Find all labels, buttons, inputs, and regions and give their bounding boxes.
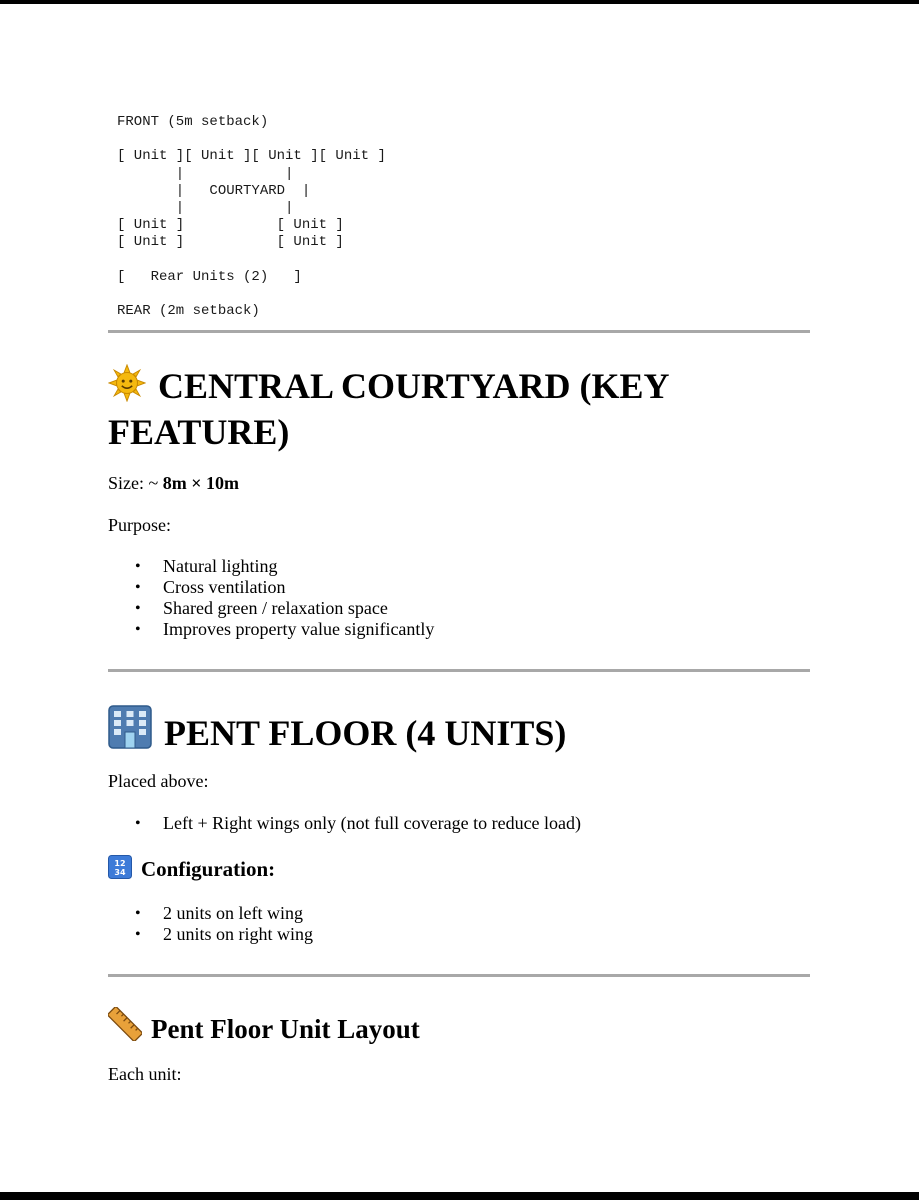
diagram-line: | | xyxy=(117,200,294,217)
numbers-icon xyxy=(108,855,132,885)
office-building-icon xyxy=(108,705,152,758)
each-unit-label: Each unit: xyxy=(108,1064,182,1084)
list-item: • 2 units on right wing xyxy=(108,924,313,945)
courtyard-heading xyxy=(108,364,808,453)
diagram-line: [ Unit ][ Unit ][ Unit ][ Unit ] xyxy=(117,148,386,165)
courtyard-heading-text: CENTRAL COURTYARD (KEY FEATURE) xyxy=(108,366,669,452)
size-value: 8m × 10m xyxy=(162,473,239,493)
size-label: Size: ~ xyxy=(108,473,163,493)
list-item: • 2 units on left wing xyxy=(108,903,313,924)
diagram-line: | COURTYARD | xyxy=(117,182,311,199)
section-divider xyxy=(108,974,810,977)
site-layout-diagram xyxy=(117,114,386,320)
unit-layout-heading-text: Pent Floor Unit Layout xyxy=(151,1014,420,1044)
configuration-heading-text: Configuration: xyxy=(141,857,276,881)
svg-text:34: 34 xyxy=(114,868,126,877)
configuration-list xyxy=(108,903,313,945)
list-item: • Improves property value significantly xyxy=(108,619,434,640)
document-page xyxy=(0,4,919,1192)
courtyard-size xyxy=(108,472,239,494)
ruler-icon xyxy=(108,1007,142,1048)
list-item: • Shared green / relaxation space xyxy=(108,598,434,619)
diagram-line: | | xyxy=(117,165,294,182)
pent-floor-heading-text: PENT FLOOR (4 UNITS) xyxy=(164,713,567,753)
svg-text:12: 12 xyxy=(114,859,126,868)
placed-above-label: Placed above: xyxy=(108,771,209,791)
placement-list xyxy=(108,813,581,834)
purpose-list xyxy=(108,556,434,640)
unit-layout-heading xyxy=(108,1007,420,1048)
diagram-line: [ Unit ] [ Unit ] xyxy=(117,234,344,251)
diagram-line: REAR (2m setback) xyxy=(117,303,260,320)
purpose-label: Purpose: xyxy=(108,515,171,535)
diagram-line: FRONT (5m setback) xyxy=(117,114,269,130)
list-item: • Natural lighting xyxy=(108,556,434,577)
configuration-heading xyxy=(108,855,275,885)
diagram-line: [ Unit ] [ Unit ] xyxy=(117,217,344,234)
diagram-line: [ Rear Units (2) ] xyxy=(117,268,302,285)
pent-floor-heading xyxy=(108,705,808,758)
sun-icon xyxy=(108,364,146,411)
section-divider xyxy=(108,330,810,333)
section-divider xyxy=(108,669,810,672)
list-item: • Cross ventilation xyxy=(108,577,434,598)
list-item: • Left + Right wings only (not full coverage to reduce load) xyxy=(108,813,581,834)
